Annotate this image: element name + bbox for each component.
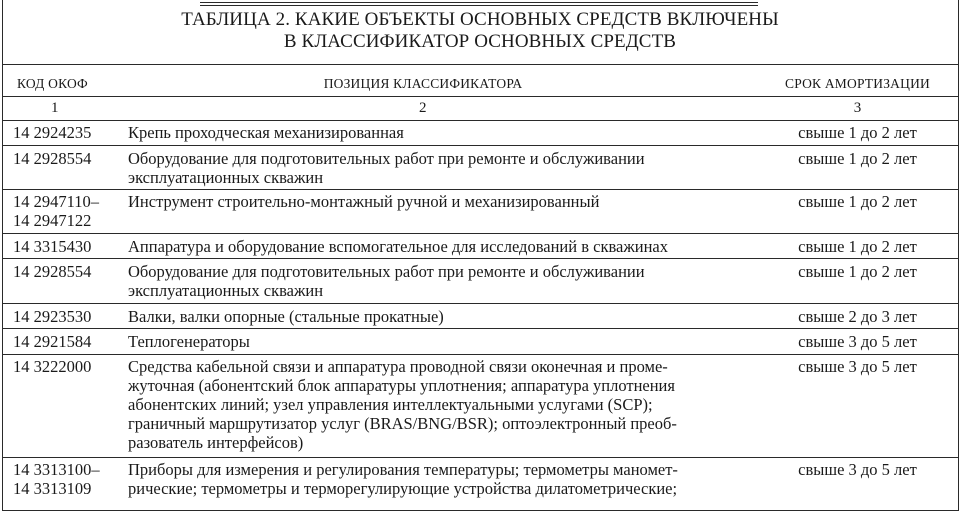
row-5-position: Оборудование для подготовительных работ при ремонте и обслуживании эксплуатационных скважин <box>128 262 645 300</box>
row-7-position: Теплогенераторы <box>128 332 250 351</box>
column-number-2: 2 <box>419 100 427 116</box>
header-code: КОД ОКОФ <box>17 76 88 91</box>
table-title-line-2: В КЛАССИФИКАТОР ОСНОВНЫХ СРЕДСТВ <box>283 31 677 52</box>
row-rule <box>2 258 958 259</box>
header-term: СРОК АМОРТИЗАЦИИ <box>785 76 930 91</box>
table-title-line-1: ТАБЛИЦА 2. КАКИЕ ОБЪЕКТЫ ОСНОВНЫХ СРЕДСТВ ВКЛЮЧЕНЫ <box>181 9 779 30</box>
row-rule <box>2 120 958 121</box>
row-9-term: свыше 3 до 5 лет <box>798 460 917 479</box>
row-1-code: 14 2924235 <box>13 123 92 142</box>
row-2-position: Оборудование для подготовительных работ при ремонте и обслуживании эксплуатационных скважин <box>128 149 645 187</box>
header-top-rule <box>2 64 958 65</box>
row-3-term: свыше 1 до 2 лет <box>798 192 917 211</box>
row-3-code: 14 2947110– 14 2947122 <box>13 192 100 230</box>
row-6-code: 14 2923530 <box>13 307 92 326</box>
title-top-rule-2 <box>200 5 758 6</box>
row-7-term: свыше 3 до 5 лет <box>798 332 917 351</box>
title-top-rule <box>200 2 758 3</box>
row-4-code: 14 3315430 <box>13 237 92 256</box>
row-6-position: Валки, валки опорные (стальные прокатные) <box>128 307 444 326</box>
row-5-code: 14 2928554 <box>13 262 92 281</box>
row-rule <box>2 233 958 234</box>
row-4-position: Аппаратура и оборудование вспомогательное для исследований в скважинах <box>128 237 668 256</box>
row-9-code: 14 3313100– 14 3313109 <box>13 460 100 498</box>
row-rule <box>2 189 958 190</box>
row-8-term: свыше 3 до 5 лет <box>798 357 917 376</box>
column-number-3: 3 <box>853 100 862 116</box>
row-4-term: свыше 1 до 2 лет <box>798 237 917 256</box>
row-3-position: Инструмент строительно-монтажный ручной и механизированный <box>128 192 600 211</box>
header-bottom-rule <box>2 96 958 97</box>
row-rule <box>2 145 958 146</box>
column-number-1: 1 <box>51 100 59 116</box>
row-6-term: свыше 2 до 3 лет <box>798 307 917 326</box>
row-1-position: Крепь проходческая механизированная <box>128 123 404 142</box>
row-7-code: 14 2921584 <box>13 332 92 351</box>
row-9-position: Приборы для измерения и регулирования температуры; термометры маномет- рические; термометры и терморегулирующие устройства дилатометрические; <box>128 460 678 498</box>
header-position: ПОЗИЦИЯ КЛАССИФИКАТОРА <box>323 76 523 91</box>
row-rule <box>2 303 958 304</box>
row-1-term: свыше 1 до 2 лет <box>798 123 917 142</box>
row-8-code: 14 3222000 <box>13 357 92 376</box>
row-rule <box>2 354 958 355</box>
row-2-term: свыше 1 до 2 лет <box>798 149 917 168</box>
row-rule <box>2 328 958 329</box>
row-8-position: Средства кабельной связи и аппаратура проводной связи оконечная и проме- жуточная (абонентский блок аппаратуры уплотнения; аппаратура уплотнения абонентских линий; узел управления интеллектуальными услугами (SCP); граничный маршрутизатор услуг (BRAS/BNG/BSR); оптоэлектронный преоб- разователь интерфейсов) <box>128 357 677 452</box>
row-rule <box>2 457 958 458</box>
row-5-term: свыше 1 до 2 лет <box>798 262 917 281</box>
row-2-code: 14 2928554 <box>13 149 92 168</box>
